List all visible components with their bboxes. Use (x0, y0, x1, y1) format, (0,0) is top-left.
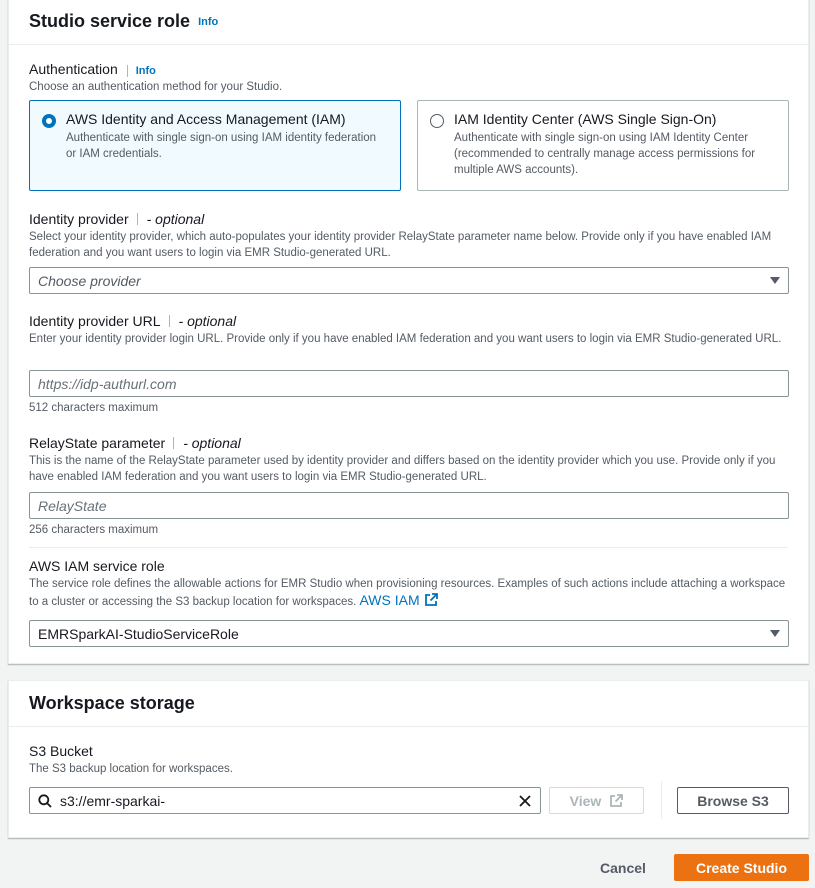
s3-bucket-description: The S3 backup location for workspaces. (29, 763, 233, 775)
identity-provider-description: Select your identity provider, which auto-populates your identity provider RelayState parameter name below. Provide only if you have enabled IAM federation and you want users to login via EMR Studio-generated URL. (29, 231, 772, 259)
service-role-label: AWS IAM service role (29, 558, 165, 574)
external-link-icon (609, 794, 623, 808)
service-role-description (29, 576, 789, 610)
studio-service-role-panel (8, 0, 809, 664)
caret-down-icon (770, 630, 780, 637)
identity-provider-url-description: Enter your identity provider login URL. Provide only if you have enabled IAM federation and you want users to login via EMR Studio-generated URL. (29, 333, 782, 345)
aws-iam-link[interactable] (359, 592, 437, 608)
browse-s3-button[interactable] (677, 787, 789, 814)
clear-icon[interactable] (518, 794, 532, 808)
service-role-description-text: The service role defines the allowable actions for EMR Studio when provisioning resources. Examples of such actions include attaching a workspace to a cluster or accessing the S3 backup location for workspaces. (29, 578, 786, 608)
authentication-field (29, 61, 789, 95)
identity-provider-url-field (29, 313, 789, 347)
panel-header (9, 0, 808, 45)
s3-bucket-field (29, 743, 789, 777)
auth-option-description: Authenticate with single sign-on using IAM identity federation or IAM credentials. (66, 132, 377, 160)
external-link-icon (424, 593, 438, 607)
authentication-label: Authentication (29, 61, 118, 77)
panel-title: Workspace storage (29, 693, 195, 713)
auth-option-title: IAM Identity Center (AWS Single Sign-On) (454, 111, 717, 127)
s3-bucket-input[interactable] (60, 793, 518, 809)
button-separator (661, 781, 662, 819)
s3-bucket-search[interactable] (29, 787, 541, 814)
view-button-label: View (569, 792, 602, 809)
service-role-value: EMRSparkAI-StudioServiceRole (38, 625, 239, 642)
workspace-storage-panel (8, 680, 809, 838)
identity-provider-url-constraint: 512 characters maximum (29, 402, 159, 414)
auth-option-description: Authenticate with single sign-on using IAM Identity Center (recommended to centrally manage access permissions for multiple AWS accounts). (454, 132, 756, 176)
browse-s3-button-label: Browse S3 (697, 792, 769, 809)
auth-option-title: AWS Identity and Access Management (IAM) (66, 111, 346, 127)
optional-tag: - optional (173, 437, 241, 449)
relay-state-input[interactable] (29, 492, 789, 519)
identity-provider-url-input[interactable] (29, 370, 789, 397)
service-role-field (29, 558, 789, 610)
identity-provider-url-label: Identity provider URL (29, 313, 161, 329)
aws-iam-link-label: AWS IAM (359, 592, 420, 608)
optional-tag: - optional (137, 213, 205, 225)
caret-down-icon (770, 277, 780, 284)
relay-state-label: RelayState parameter (29, 435, 166, 451)
relay-state-field (29, 435, 789, 485)
info-link[interactable]: Info (198, 15, 219, 28)
identity-provider-label: Identity provider (29, 211, 129, 227)
authentication-description: Choose an authentication method for your Studio. (29, 81, 283, 93)
service-role-select[interactable] (29, 620, 789, 647)
auth-option-identity-center[interactable] (417, 100, 789, 191)
panel-header (9, 681, 808, 727)
section-divider (29, 547, 788, 548)
search-icon (38, 794, 52, 808)
cancel-button-label: Cancel (600, 859, 646, 876)
cancel-button[interactable] (590, 854, 656, 881)
create-studio-button[interactable] (674, 854, 809, 881)
authentication-info-link[interactable]: Info (127, 65, 156, 77)
relay-state-constraint: 256 characters maximum (29, 524, 159, 536)
optional-tag: - optional (169, 315, 237, 327)
identity-provider-placeholder: Choose provider (38, 272, 141, 289)
s3-bucket-label: S3 Bucket (29, 743, 93, 759)
create-studio-button-label: Create Studio (695, 859, 787, 876)
identity-provider-field (29, 211, 789, 261)
radio-unselected-icon[interactable] (430, 114, 444, 128)
panel-title: Studio service role (29, 11, 191, 31)
view-button[interactable] (549, 787, 644, 814)
relay-state-description: This is the name of the RelayState parameter used by identity provider and differs based on the identity provider which you use. Provide only if you have enabled IAM federation and you want users to login via EMR Studio-generated URL. (29, 455, 776, 483)
identity-provider-select[interactable] (29, 267, 789, 294)
radio-selected-icon[interactable] (42, 114, 56, 128)
auth-option-iam[interactable] (29, 100, 401, 191)
